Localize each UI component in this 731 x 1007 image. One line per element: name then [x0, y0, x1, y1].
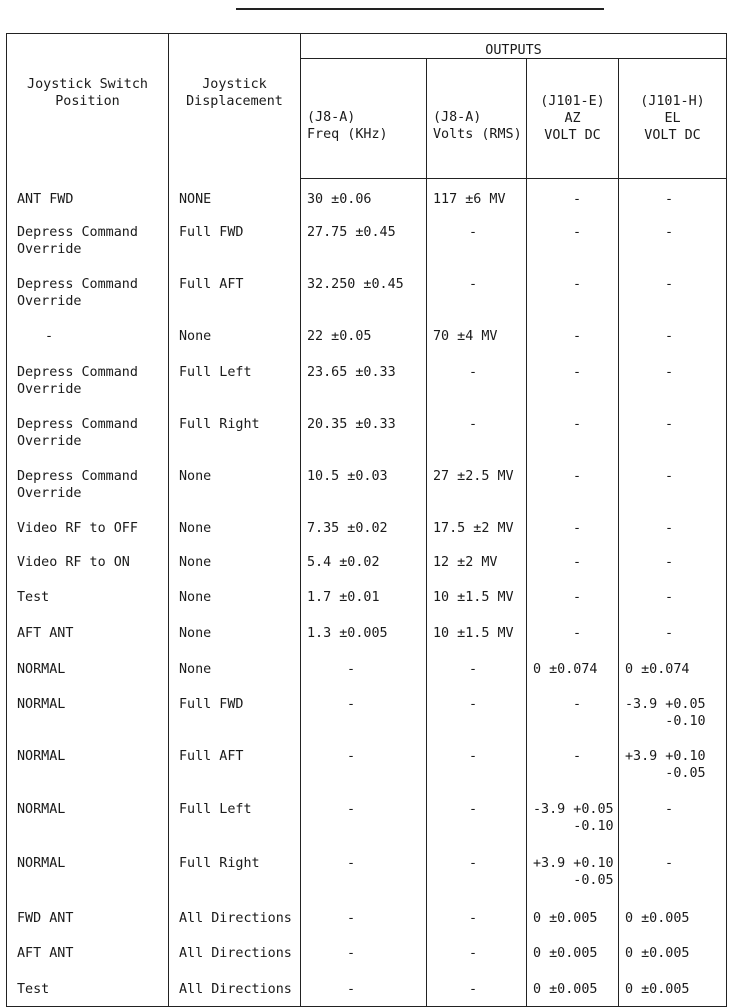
table-row — [7, 179, 727, 214]
cell-az — [527, 900, 619, 935]
cell-freq-text: 20.35 ±0.33 — [307, 416, 396, 432]
cell-disp-text: None — [179, 468, 212, 484]
header-el — [619, 59, 727, 179]
cell-disp — [169, 615, 301, 651]
cell-volts — [427, 738, 527, 791]
header-position-text: Joystick Switch Position — [27, 77, 148, 109]
cell-el — [619, 900, 727, 935]
cell-volts-text: 70 ±4 MV — [433, 328, 498, 344]
table-row — [7, 738, 727, 791]
table-row — [7, 651, 727, 686]
cell-freq-text: 7.35 ±0.02 — [307, 520, 388, 536]
cell-el — [619, 354, 727, 406]
table-row — [7, 579, 727, 615]
cell-pos-text: - — [45, 328, 54, 344]
cell-disp-text: None — [179, 328, 212, 344]
cell-az — [527, 354, 619, 406]
cell-az-text: 0 ±0.005 — [533, 945, 598, 961]
cell-el-text: - — [665, 855, 674, 871]
cell-disp-text: Full AFT — [179, 748, 244, 764]
cell-disp-text: All Directions — [179, 981, 292, 997]
cell-freq — [301, 651, 427, 686]
header-freq — [301, 59, 427, 179]
header-volts — [427, 59, 527, 179]
cell-pos — [7, 651, 169, 686]
cell-volts-text: 117 ±6 MV — [433, 192, 506, 207]
cell-disp-text: Full FWD — [179, 224, 244, 240]
cell-pos — [7, 579, 169, 615]
header-row-outputs — [7, 34, 727, 59]
cell-pos — [7, 318, 169, 354]
cell-pos — [7, 544, 169, 579]
cell-freq-text: 5.4 ±0.02 — [307, 554, 380, 570]
table-row — [7, 686, 727, 738]
cell-az-text: - — [573, 364, 582, 380]
cell-el-text: - — [665, 192, 674, 207]
cell-freq — [301, 971, 427, 1007]
cell-pos — [7, 738, 169, 791]
cell-el-text: - — [665, 589, 674, 605]
cell-az-text: - — [573, 192, 582, 207]
header-az-text: (J101-E) AZ VOLT DC — [540, 94, 605, 143]
cell-volts-text: - — [469, 364, 478, 380]
cell-el-text: - — [665, 801, 674, 817]
cell-el-text: - — [665, 328, 674, 344]
cell-az — [527, 318, 619, 354]
cell-az-text: 0 ±0.005 — [533, 981, 598, 997]
cell-volts-text: - — [469, 748, 478, 764]
cell-disp-text: None — [179, 589, 212, 605]
cell-freq — [301, 510, 427, 544]
cell-az — [527, 791, 619, 845]
header-outputs-text: OUTPUTS — [485, 43, 542, 58]
table-row — [7, 935, 727, 971]
cell-volts — [427, 266, 527, 318]
cell-volts-text: - — [469, 981, 478, 997]
cell-pos-text: AFT ANT — [17, 625, 74, 641]
cell-freq-text: 32.250 ±0.45 — [307, 276, 404, 292]
cell-volts-text: 27 ±2.5 MV — [433, 468, 514, 484]
cell-el-text: 0 ±0.074 — [625, 661, 690, 677]
cell-pos — [7, 686, 169, 738]
cell-pos — [7, 406, 169, 458]
cell-az — [527, 179, 619, 214]
table-row — [7, 544, 727, 579]
cell-disp — [169, 179, 301, 214]
cell-pos-text: FWD ANT — [17, 910, 74, 926]
cell-az — [527, 214, 619, 266]
cell-az — [527, 458, 619, 510]
cell-el — [619, 845, 727, 900]
cell-az — [527, 406, 619, 458]
cell-pos-text: NORMAL — [17, 696, 66, 712]
cell-pos-text: NORMAL — [17, 855, 66, 871]
cell-pos-text: ANT FWD — [17, 191, 74, 207]
cell-az — [527, 510, 619, 544]
cell-volts-text: - — [469, 855, 478, 871]
cell-freq — [301, 179, 427, 214]
cell-disp-text: All Directions — [179, 945, 292, 961]
cell-freq-text: - — [347, 748, 356, 764]
cell-disp — [169, 354, 301, 406]
cell-pos — [7, 266, 169, 318]
cell-pos-text: Test — [17, 981, 50, 997]
cell-pos-text: NORMAL — [17, 801, 66, 817]
cell-freq — [301, 544, 427, 579]
cell-volts — [427, 579, 527, 615]
cell-pos-text: Depress Command Override — [17, 276, 138, 309]
cell-az-text: - — [573, 589, 582, 605]
cell-disp-text: NONE — [179, 191, 212, 207]
cell-az — [527, 651, 619, 686]
cell-volts-text: - — [469, 416, 478, 432]
cell-el — [619, 266, 727, 318]
cell-freq — [301, 791, 427, 845]
cell-freq-text: - — [347, 696, 356, 712]
cell-freq-text: 1.7 ±0.01 — [307, 589, 380, 605]
cell-el-text: 0 ±0.005 — [625, 945, 690, 961]
cell-freq — [301, 266, 427, 318]
cell-freq-text: 10.5 ±0.03 — [307, 468, 388, 484]
cell-disp — [169, 544, 301, 579]
cell-el-text: 0 ±0.005 — [625, 910, 690, 926]
cell-az — [527, 579, 619, 615]
cell-disp — [169, 214, 301, 266]
cell-pos-text: NORMAL — [17, 661, 66, 677]
cell-disp-text: Full Left — [179, 801, 252, 817]
cell-el-text: - — [665, 416, 674, 432]
cell-az-text: +3.9 +0.10 -0.05 — [533, 855, 614, 888]
cell-pos — [7, 935, 169, 971]
cell-el — [619, 738, 727, 791]
cell-el-text: - — [665, 625, 674, 641]
cell-disp-text: Full FWD — [179, 696, 244, 712]
cell-pos — [7, 458, 169, 510]
header-volts-text: (J8-A) Volts (RMS) — [433, 110, 522, 142]
cell-freq — [301, 935, 427, 971]
cell-freq-text: - — [347, 981, 356, 997]
table-row — [7, 458, 727, 510]
cell-az — [527, 971, 619, 1007]
cell-volts — [427, 791, 527, 845]
cell-az — [527, 738, 619, 791]
cell-az-text: - — [573, 748, 582, 764]
cell-pos-text: Depress Command Override — [17, 416, 138, 449]
cell-pos-text: Depress Command Override — [17, 468, 138, 501]
cell-el-text: - — [665, 468, 674, 484]
cell-el-text: - — [665, 364, 674, 380]
cell-freq — [301, 458, 427, 510]
cell-freq — [301, 845, 427, 900]
table-row — [7, 354, 727, 406]
cell-freq — [301, 579, 427, 615]
table-row — [7, 971, 727, 1007]
table-row — [7, 845, 727, 900]
cell-disp-text: None — [179, 554, 212, 570]
cell-az — [527, 845, 619, 900]
cell-el — [619, 179, 727, 214]
cell-volts — [427, 686, 527, 738]
cell-pos-text: Video RF to OFF — [17, 520, 138, 536]
cell-pos-text: Test — [17, 589, 50, 605]
cell-disp — [169, 579, 301, 615]
header-freq-text: (J8-A) Freq (KHz) — [307, 110, 388, 142]
cell-disp-text: All Directions — [179, 910, 292, 926]
cell-disp — [169, 900, 301, 935]
cell-disp-text: Full AFT — [179, 276, 244, 292]
cell-disp — [169, 510, 301, 544]
cell-pos — [7, 510, 169, 544]
cell-volts — [427, 935, 527, 971]
cell-volts-text: - — [469, 661, 478, 677]
header-displacement — [169, 34, 301, 179]
cell-az — [527, 615, 619, 651]
cell-freq-text: - — [347, 855, 356, 871]
cell-freq — [301, 354, 427, 406]
cell-volts — [427, 179, 527, 214]
cell-disp-text: Full Right — [179, 416, 260, 432]
table-body — [7, 179, 727, 1007]
cell-el — [619, 510, 727, 544]
cell-freq — [301, 738, 427, 791]
table-row — [7, 266, 727, 318]
cell-az-text: - — [573, 328, 582, 344]
cell-el — [619, 615, 727, 651]
header-az — [527, 59, 619, 179]
cell-freq-text: 1.3 ±0.005 — [307, 625, 388, 641]
table-row — [7, 214, 727, 266]
cell-pos-text: Video RF to ON — [17, 554, 130, 570]
table-row — [7, 318, 727, 354]
cell-az-text: - — [573, 224, 582, 240]
cell-volts-text: - — [469, 224, 478, 240]
cell-el-text: 0 ±0.005 — [625, 981, 690, 997]
cell-freq-text: - — [347, 661, 356, 677]
cell-volts-text: - — [469, 945, 478, 961]
cell-pos — [7, 845, 169, 900]
cell-volts — [427, 458, 527, 510]
cell-freq — [301, 318, 427, 354]
cell-az-text: - — [573, 625, 582, 641]
cell-el — [619, 791, 727, 845]
cell-volts — [427, 544, 527, 579]
cell-freq — [301, 686, 427, 738]
header-position — [7, 34, 169, 179]
cell-pos — [7, 354, 169, 406]
cell-az — [527, 544, 619, 579]
cell-az-text: 0 ±0.005 — [533, 910, 598, 926]
cell-az-text: - — [573, 468, 582, 484]
outputs-table — [6, 33, 727, 1007]
header-displacement-text: Joystick Displacement — [186, 77, 283, 109]
cell-az — [527, 686, 619, 738]
cell-disp — [169, 935, 301, 971]
cell-volts — [427, 900, 527, 935]
cell-az — [527, 935, 619, 971]
cell-el — [619, 686, 727, 738]
cell-el-text: - — [665, 224, 674, 240]
cell-disp — [169, 266, 301, 318]
cell-el-text: - — [665, 520, 674, 536]
table-row — [7, 406, 727, 458]
cell-el — [619, 458, 727, 510]
cell-freq — [301, 900, 427, 935]
cell-volts-text: - — [469, 696, 478, 712]
cell-disp — [169, 686, 301, 738]
cell-az-text: 0 ±0.074 — [533, 661, 598, 677]
cell-pos-text: AFT ANT — [17, 945, 74, 961]
cell-volts — [427, 971, 527, 1007]
cell-volts — [427, 651, 527, 686]
title-rule — [236, 8, 604, 10]
cell-disp — [169, 406, 301, 458]
cell-az-text: - — [573, 696, 582, 712]
cell-el — [619, 318, 727, 354]
cell-volts-text: - — [469, 910, 478, 926]
table-row — [7, 900, 727, 935]
cell-volts-text: - — [469, 801, 478, 817]
cell-pos-text: NORMAL — [17, 748, 66, 764]
cell-el — [619, 971, 727, 1007]
cell-el — [619, 544, 727, 579]
table-row — [7, 615, 727, 651]
cell-volts — [427, 406, 527, 458]
cell-el-text: -3.9 +0.05 -0.10 — [625, 696, 706, 729]
cell-disp — [169, 318, 301, 354]
cell-volts — [427, 318, 527, 354]
cell-pos-text: Depress Command Override — [17, 364, 138, 397]
cell-freq — [301, 406, 427, 458]
cell-pos — [7, 971, 169, 1007]
cell-pos — [7, 214, 169, 266]
cell-el-text: - — [665, 276, 674, 292]
cell-el — [619, 935, 727, 971]
cell-pos — [7, 900, 169, 935]
cell-disp-text: None — [179, 661, 212, 677]
cell-freq — [301, 615, 427, 651]
cell-volts-text: 10 ±1.5 MV — [433, 589, 514, 605]
cell-volts-text: 12 ±2 MV — [433, 554, 498, 570]
cell-volts — [427, 214, 527, 266]
cell-az-text: - — [573, 276, 582, 292]
cell-az — [527, 266, 619, 318]
cell-freq-text: 27.75 ±0.45 — [307, 224, 396, 240]
cell-el — [619, 406, 727, 458]
cell-el — [619, 651, 727, 686]
cell-el-text: +3.9 +0.10 -0.05 — [625, 748, 706, 781]
cell-freq-text: 30 ±0.06 — [307, 192, 372, 207]
cell-volts — [427, 615, 527, 651]
cell-el — [619, 214, 727, 266]
cell-freq-text: 22 ±0.05 — [307, 328, 372, 344]
cell-el-text: - — [665, 554, 674, 570]
cell-disp — [169, 845, 301, 900]
header-outputs — [301, 34, 727, 59]
cell-disp — [169, 791, 301, 845]
cell-az-text: - — [573, 416, 582, 432]
cell-volts-text: - — [469, 276, 478, 292]
cell-freq-text: 23.65 ±0.33 — [307, 364, 396, 380]
table-row — [7, 510, 727, 544]
table-row — [7, 791, 727, 845]
header-el-text: (J101-H) EL VOLT DC — [640, 94, 705, 143]
cell-freq-text: - — [347, 910, 356, 926]
cell-el — [619, 579, 727, 615]
cell-pos-text: Depress Command Override — [17, 224, 138, 257]
cell-freq-text: - — [347, 801, 356, 817]
cell-volts — [427, 845, 527, 900]
cell-disp — [169, 458, 301, 510]
cell-volts-text: 10 ±1.5 MV — [433, 625, 514, 641]
cell-disp-text: None — [179, 625, 212, 641]
cell-az-text: - — [573, 520, 582, 536]
cell-volts-text: 17.5 ±2 MV — [433, 520, 514, 536]
cell-disp — [169, 738, 301, 791]
cell-freq — [301, 214, 427, 266]
cell-disp — [169, 651, 301, 686]
cell-freq-text: - — [347, 945, 356, 961]
cell-pos — [7, 615, 169, 651]
cell-volts — [427, 354, 527, 406]
cell-pos — [7, 791, 169, 845]
cell-disp-text: Full Right — [179, 855, 260, 871]
cell-volts — [427, 510, 527, 544]
cell-disp-text: None — [179, 520, 212, 536]
cell-az-text: - — [573, 554, 582, 570]
cell-disp-text: Full Left — [179, 364, 252, 380]
cell-disp — [169, 971, 301, 1007]
cell-az-text: -3.9 +0.05 -0.10 — [533, 801, 614, 834]
cell-pos — [7, 179, 169, 214]
